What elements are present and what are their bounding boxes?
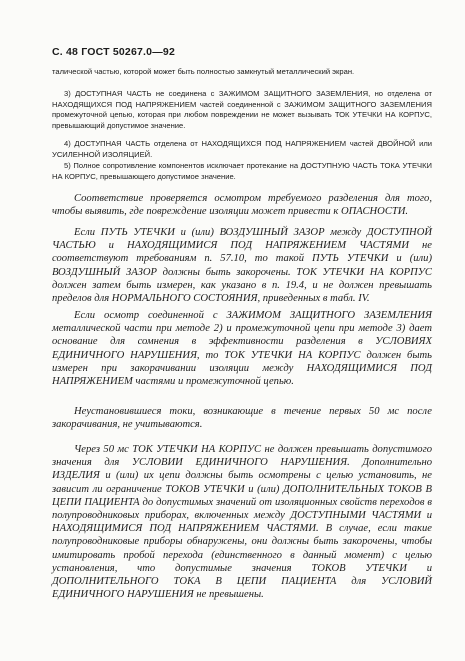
small-paragraph-1: талической частью, которой может быть полностью замкнутый металлический экран. xyxy=(52,67,355,76)
small-paragraph-2: 3) ДОСТУПНАЯ ЧАСТЬ не соединена с ЗАЖИМОМ ЗАЩИТНОГО ЗАЗЕМЛЕНИЯ, но отделена от НАХОДЯЩИХСЯ ПОД НАПРЯЖЕНИЕМ частей соединенной с ЗАЖИМОМ ЗАЩИТНОГО ЗАЗЕМЛЕНИЯ промежуточной цепью, которая при любом повреждении не может вызывать ТОК УТЕЧКИ НА КОРПУС, превышающий допустимое значение. xyxy=(52,89,432,130)
small-paragraph-3: 4) ДОСТУПНАЯ ЧАСТЬ отделена от НАХОДЯЩИХСЯ ПОД НАПРЯЖЕНИЕМ частей ДВОЙНОЙ или УСИЛЕННОЙ ИЗОЛЯЦИЕЙ. xyxy=(52,139,432,159)
page-header: С. 48 ГОСТ 50267.0—92 xyxy=(52,46,175,58)
main-paragraph-3: Если осмотр соединенной с ЗАЖИМОМ ЗАЩИТНОГО ЗАЗЕМЛЕНИЯ металлической части при методе 2) и промежуточной цепи при методе 3) дает основание для сомнения в эффективности разделения в УСЛОВИЯХ ЕДИНИЧНОГО НАРУШЕНИЯ, то ТОК УТЕЧКИ НА КОРПУС должен быть измерен при закорачивании изоляции между НАХОДЯЩИМИСЯ ПОД НАПРЯЖЕНИЕМ частями и промежуточной цепью. xyxy=(52,310,432,388)
small-paragraph-4: 5) Полное сопротивление компонентов исключает протекание на ДОСТУПНУЮ ЧАСТЬ ТОКА УТЕЧКИ НА КОРПУС, превышающего допустимое значение. xyxy=(52,161,432,181)
main-paragraph-5: Через 50 мс ТОК УТЕЧКИ НА КОРПУС не должен превышать допустимого значения для УСЛОВИИ ЕДИНИЧНОГО НАРУШЕНИЯ. Дополнительно ИЗДЕЛИЯ и (или) их цепи должны быть осмотрены с целью установить, не зависит ли ограничение ТОКОВ УТЕЧКИ и (или) ДОПОЛНИТЕЛЬНЫХ ТОКОВ В ЦЕПИ ПАЦИЕНТА до допустимых значений от изоляционных свойств переходов в полупроводниковых приборах, включенных между ДОСТУПНЫМИ ЧАСТЯМИ и НАХОДЯЩИМИСЯ ПОД НАПРЯЖЕНИЕМ ЧАСТЯМИ. В случае, если такие полупроводниковые приборы обнаружены, они должны быть закорочены, чтобы имитировать пробой перехода (единственного в данный момент) с целью установления, что допустимые значения ТОКОВ УТЕЧКИ и ДОПОЛНИТЕЛЬНОГО ТОКА В ЦЕПИ ПАЦИЕНТА для УСЛОВИЙ ЕДИНИЧНОГО НАРУШЕНИЯ не превышены. xyxy=(52,444,432,601)
main-paragraph-4: Неустановившиеся токи, возникающие в течение первых 50 мс после закорачивания, не учитываются. xyxy=(52,406,432,431)
main-paragraph-2: Если ПУТЬ УТЕЧКИ и (или) ВОЗДУШНЫЙ ЗАЗОР между ДОСТУПНОЙ ЧАСТЬЮ и НАХОДЯЩИМИСЯ ПОД НАПРЯЖЕНИЕМ ЧАСТЯМИ не соответствуют требованиям п. 57.10, то такой ПУТЬ УТЕЧКИ и (или) ВОЗДУШНЫЙ ЗАЗОР должны быть закорочены. ТОК УТЕЧКИ НА КОРПУС должен затем быть измерен, как указано в п. 19.4, и не должен превышать пределов для НОРМАЛЬНОГО СОСТОЯНИЯ, приведенных в табл. IV. xyxy=(52,227,432,305)
main-paragraph-1: Соответствие проверяется осмотром требуемого разделения для того, чтобы выявить, где повреждение изоляции может привести к ОПАСНОСТИ. xyxy=(52,193,432,218)
